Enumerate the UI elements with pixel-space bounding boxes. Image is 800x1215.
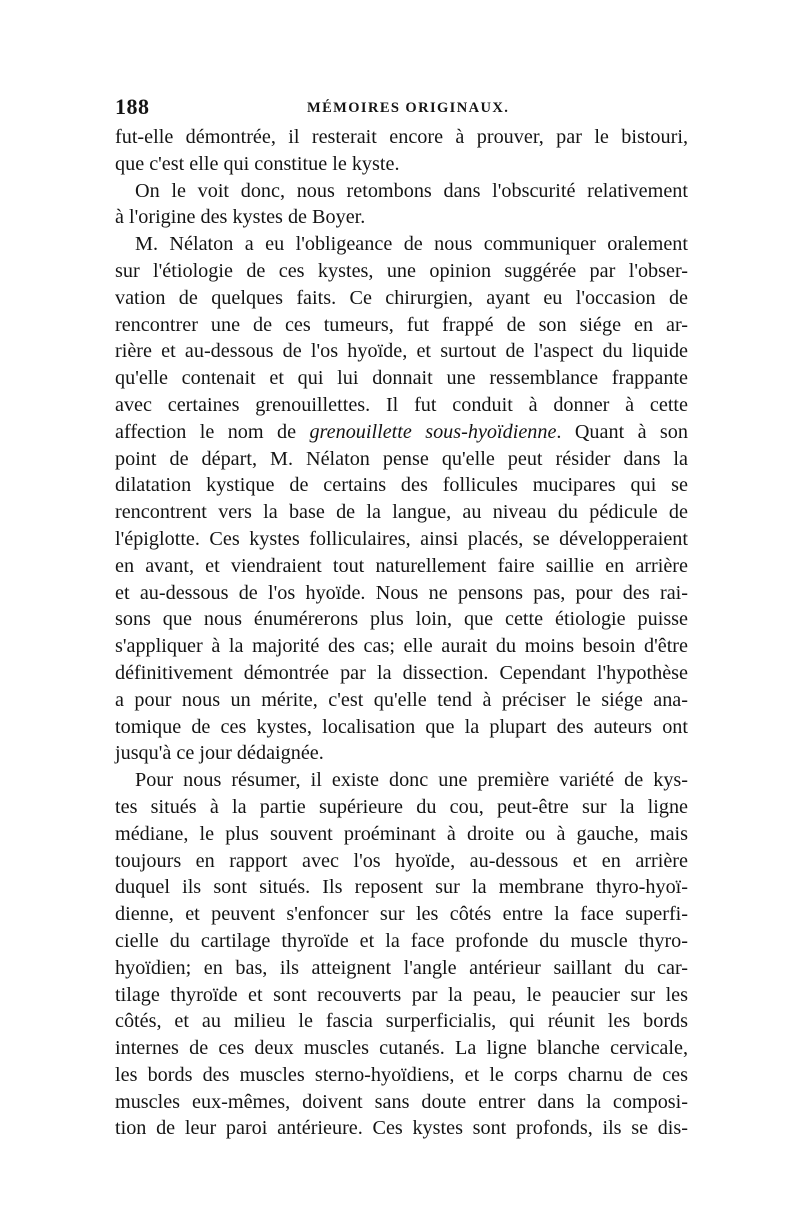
text-line: dienne, et peuvent s'enfoncer sur les côtés entre la face superfi- — [115, 903, 688, 926]
text-line: dilatation kystique de certains des follicules mucipares qui se — [115, 474, 688, 497]
text-line: On le voit donc, nous retombons dans l'obscurité relativement — [135, 179, 688, 202]
text-line: en avant, et viendraient tout naturellement faire saillie en arrière — [115, 554, 688, 577]
text-line: avec certaines grenouillettes. Il fut conduit à donner à cette — [115, 393, 688, 416]
text-line: tilage thyroïde et sont recouverts par la peau, le peaucier sur les — [115, 983, 688, 1006]
text-line: muscles eux-mêmes, doivent sans doute entrer dans la composi- — [115, 1090, 688, 1113]
text-line: s'appliquer à la majorité des cas; elle aurait du moins besoin d'être — [115, 635, 688, 658]
running-header — [115, 94, 688, 124]
text-line: fut-elle démontrée, il resterait encore à prouver, par le bistouri, — [115, 126, 688, 148]
text-line: internes de ces deux muscles cutanés. La ligne blanche cervicale, — [115, 1037, 688, 1060]
book-page — [115, 94, 688, 1142]
text-line: affection le nom de grenouillette sous-hyoïdienne. Quant à son — [115, 420, 688, 443]
text-line: rière et au-dessous de l'os hyoïde, et surtout de l'aspect du liquide — [115, 340, 688, 363]
text-line: tomique de ces kystes, localisation que la plupart des auteurs ont — [115, 715, 688, 738]
running-title: MÉMOIRES ORIGINAUX. — [307, 100, 510, 116]
text-line: et au-dessous de l'os hyoïde. Nous ne pensons pas, pour des rai- — [115, 581, 688, 604]
text-line: point de départ, M. Nélaton pense qu'elle peut résider dans la — [115, 447, 688, 470]
text-line: tion de leur paroi antérieure. Ces kystes sont profonds, ils se dis- — [115, 1117, 688, 1140]
text-line: médiane, le plus souvent proéminant à droite ou à gauche, mais — [115, 822, 688, 845]
text-line: l'épiglotte. Ces kystes folliculaires, ainsi placés, se développeraient — [115, 527, 688, 550]
text-line: sons que nous énumérerons plus loin, que cette étiologie puisse — [115, 608, 688, 631]
text-line: duquel ils sont situés. Ils reposent sur la membrane thyro-hyoï- — [115, 876, 688, 899]
text-line: rencontrer une de ces tumeurs, fut frappé de son siége en ar- — [115, 313, 688, 336]
text-line: vation de quelques faits. Ce chirurgien, ayant eu l'occasion de — [115, 286, 688, 309]
text-line: rencontrent vers la base de la langue, au niveau du pédicule de — [115, 501, 688, 524]
body-text — [115, 124, 688, 1142]
text-line: jusqu'à ce jour dédaignée. — [115, 742, 324, 765]
text-line: M. Nélaton a eu l'obligeance de nous communiquer oralement — [135, 233, 688, 256]
text-line: hyoïdien; en bas, ils atteignent l'angle antérieur saillant du car- — [115, 956, 688, 979]
text-line: tes situés à la partie supérieure du cou, peut-être sur la ligne — [115, 795, 688, 818]
text-line: a pour nous un mérite, c'est qu'elle tend à préciser le siége ana- — [115, 688, 688, 711]
text-line: que c'est elle qui constitue le kyste. — [115, 152, 400, 175]
text-line: toujours en rapport avec l'os hyoïde, au-dessous et en arrière — [115, 849, 688, 872]
text-line: cielle du cartilage thyroïde et la face profonde du muscle thyro- — [115, 929, 688, 952]
page-number: 188 — [115, 94, 150, 119]
text-line: définitivement démontrée par la dissection. Cependant l'hypothèse — [115, 661, 688, 684]
text-line: sur l'étiologie de ces kystes, une opinion suggérée par l'obser- — [115, 259, 688, 282]
text-line: les bords des muscles sterno-hyoïdiens, et le corps charnu de ces — [115, 1063, 688, 1086]
text-line: qu'elle contenait et qui lui donnait une ressemblance frappante — [115, 367, 688, 390]
text-line: à l'origine des kystes de Boyer. — [115, 206, 366, 229]
text-line: côtés, et au milieu le fascia surperficialis, qui réunit les bords — [115, 1010, 688, 1033]
text-line: Pour nous résumer, il existe donc une première variété de kys- — [135, 769, 688, 792]
